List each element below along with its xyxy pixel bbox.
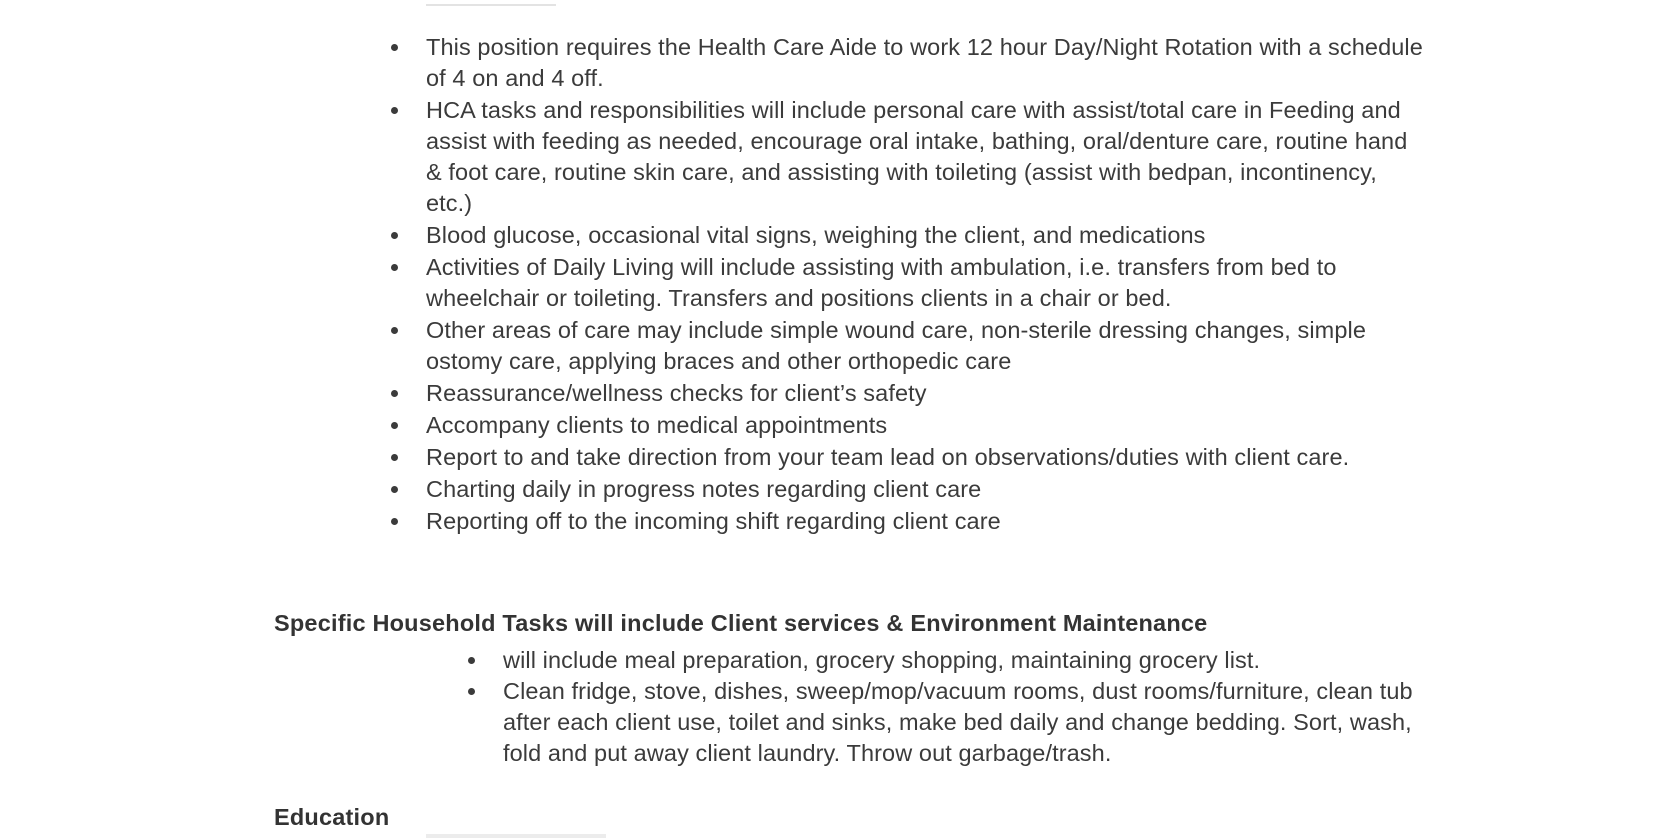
duty-text: Report to and take direction from your team lead on observations/duties with client care.: [426, 444, 1350, 470]
bullet-icon: [391, 390, 398, 397]
education-heading: Education: [274, 804, 390, 830]
duty-item-personal-care: [426, 95, 1426, 219]
duty-item-team-lead: [426, 442, 1426, 473]
duty-item-wellness-checks: [426, 378, 1426, 409]
household-item-meals: [503, 645, 1423, 676]
duty-item-appointments: [426, 410, 1426, 441]
bullet-icon: [468, 657, 475, 664]
duty-item-charting: [426, 474, 1426, 505]
duty-text: Charting daily in progress notes regarding client care: [426, 476, 982, 502]
duty-text: Activities of Daily Living will include assisting with ambulation, i.e. transfers from bed to wheelchair or toileting. Transfers and positions clients in a chair or bed.: [426, 254, 1337, 311]
duty-item-other-care: [426, 315, 1426, 377]
duty-text: Reassurance/wellness checks for client’s safety: [426, 380, 927, 406]
duty-text: This position requires the Health Care Aide to work 12 hour Day/Night Rotation with a schedule of 4 on and 4 off.: [426, 34, 1423, 91]
bullet-icon: [468, 688, 475, 695]
duty-text: Other areas of care may include simple wound care, non-sterile dressing changes, simple ostomy care, applying braces and other orthopedic care: [426, 317, 1367, 374]
duty-text: Blood glucose, occasional vital signs, weighing the client, and medications: [426, 222, 1206, 248]
duty-item-reporting-off: [426, 506, 1426, 537]
household-item-cleaning: [503, 676, 1423, 769]
duty-item-vitals: [426, 220, 1426, 251]
duty-item-daily-living: [426, 252, 1426, 314]
bullet-icon: [391, 518, 398, 525]
cut-off-text-fragment: [426, 834, 726, 838]
bullet-icon: [391, 327, 398, 334]
household-bullet-list: [503, 645, 1423, 769]
bullet-icon: [391, 44, 398, 51]
duty-text: Reporting off to the incoming shift regarding client care: [426, 508, 1001, 534]
duty-text: HCA tasks and responsibilities will include personal care with assist/total care in Feeding and assist with feeding as needed, encourage oral intake, bathing, oral/denture care, routine hand & foot care, routine skin care, and assisting with toileting (assist with bedpan, incontinency, etc.): [426, 97, 1408, 216]
duties-bullet-list: [426, 32, 1426, 538]
household-text: Clean fridge, stove, dishes, sweep/mop/vacuum rooms, dust rooms/furniture, clean tub after each client use, toilet and sinks, make bed daily and change bedding. Sort, wash, fold and put away client laundry. Throw out garbage/trash.: [503, 678, 1413, 766]
duty-item-schedule: [426, 32, 1426, 94]
bullet-icon: [391, 422, 398, 429]
bullet-icon: [391, 264, 398, 271]
household-text: will include meal preparation, grocery shopping, maintaining grocery list.: [503, 647, 1261, 673]
duty-text: Accompany clients to medical appointments: [426, 412, 888, 438]
bullet-icon: [391, 454, 398, 461]
household-tasks-heading: Specific Household Tasks will include Client services & Environment Maintenance: [274, 610, 1208, 636]
bullet-icon: [391, 232, 398, 239]
cut-off-text-fragment: [426, 0, 556, 6]
bullet-icon: [391, 486, 398, 493]
bullet-icon: [391, 107, 398, 114]
